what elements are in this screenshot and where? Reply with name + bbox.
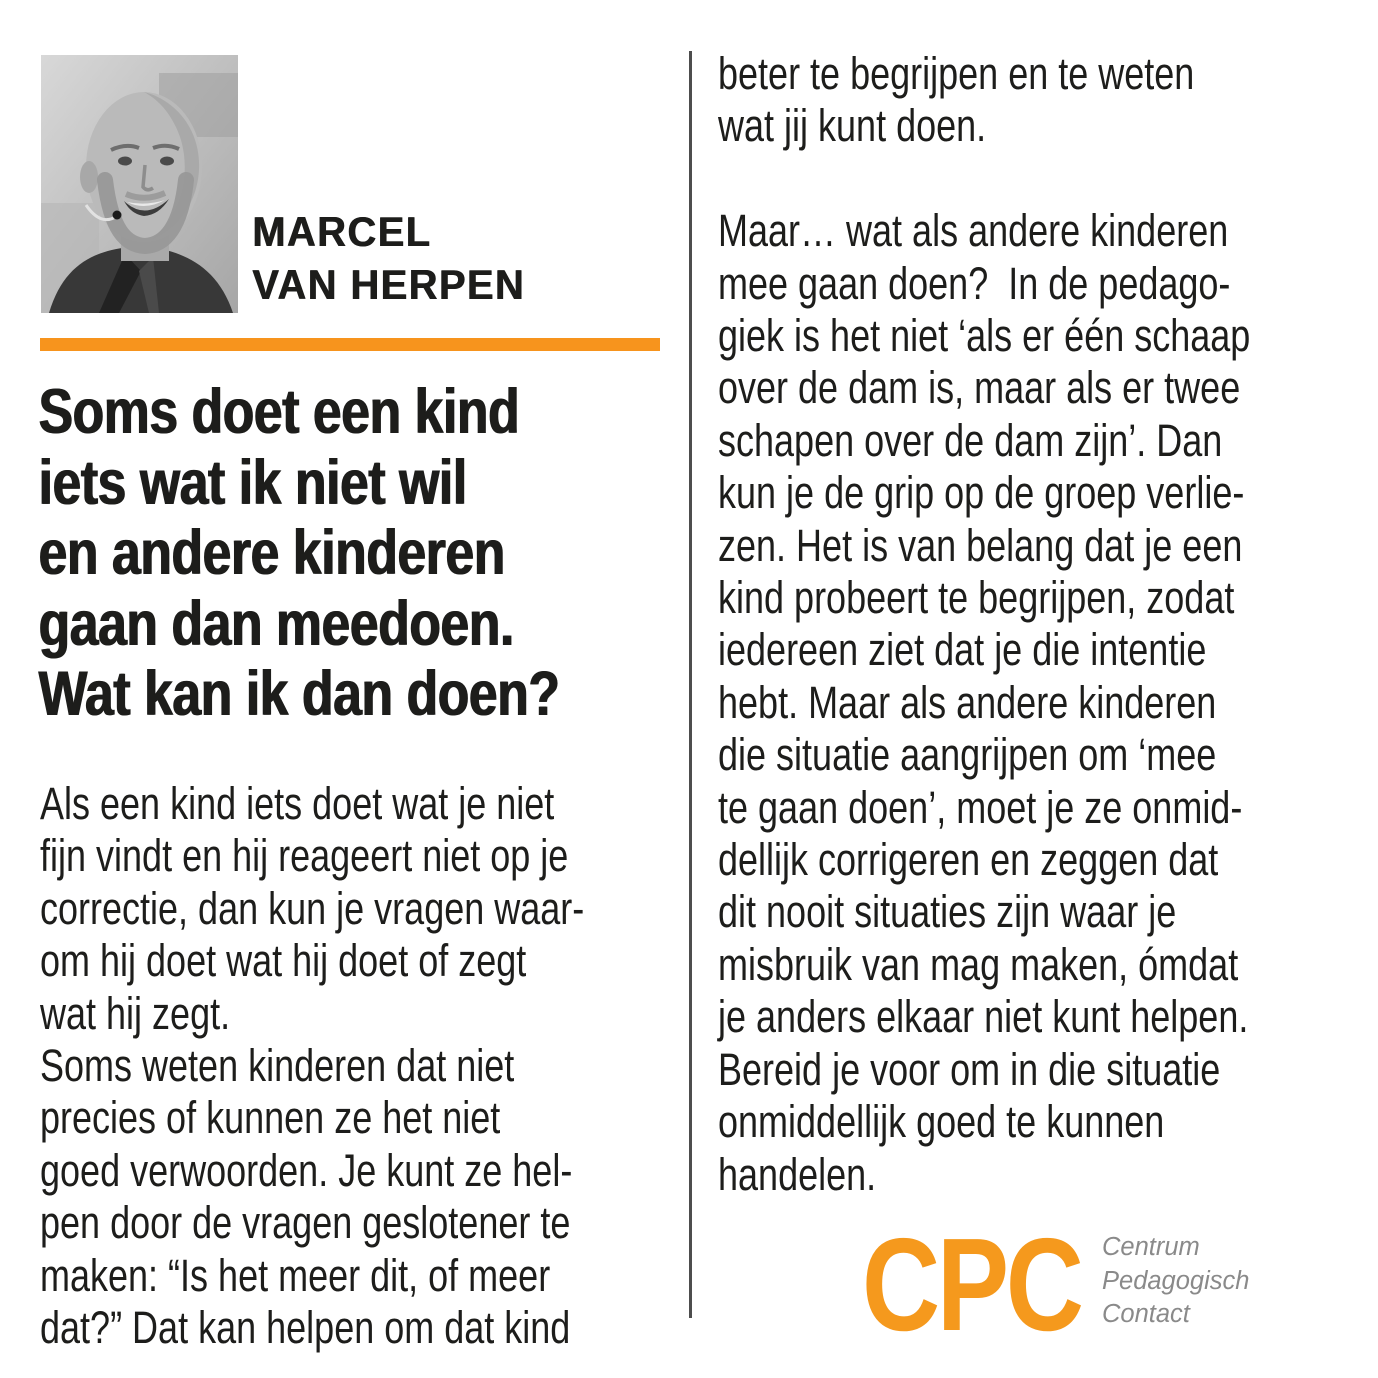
text-line: iets wat ik niet wil xyxy=(38,447,467,518)
text-line: pen door de vragen geslotener te xyxy=(40,1197,571,1249)
author-photo xyxy=(41,55,238,313)
text-line: wat jij kunt doen. xyxy=(718,100,987,152)
author-first-name: MARCEL xyxy=(252,208,432,255)
text-line: Centrum xyxy=(1102,1233,1200,1261)
text-line: misbruik van mag maken, ómdat xyxy=(718,938,1239,990)
text-line: Soms weten kinderen dat niet xyxy=(40,1040,515,1092)
cpc-logo xyxy=(862,1211,1342,1360)
text-line: dellijk corrigeren en zeggen dat xyxy=(718,834,1219,886)
text-line: giek is het niet ‘als er één schaap xyxy=(718,310,1251,362)
right-body-text xyxy=(718,48,1250,1201)
author-last-name: VAN HERPEN xyxy=(252,261,525,308)
text-line: Bereid je voor om in die situatie xyxy=(718,1043,1221,1095)
right-paragraph-2 xyxy=(718,205,1250,1201)
text-line: iedereen ziet dat je die intentie xyxy=(718,624,1207,676)
text-line: correctie, dan kun je vragen waar- xyxy=(40,882,585,934)
cpc-logo-text: CPC xyxy=(862,1211,1081,1358)
text-line: wat hij zegt. xyxy=(40,987,231,1039)
text-line: zen. Het is van belang dat je een xyxy=(718,519,1243,571)
text-line: fijn vindt en hij reageert niet op je xyxy=(40,830,569,882)
text-line: dat?” Dat kan helpen om dat kind xyxy=(40,1302,571,1354)
text-line: Pedagogisch xyxy=(1102,1266,1250,1295)
text-line: gaan dan meedoen. xyxy=(38,588,514,659)
portrait-illustration xyxy=(41,55,238,313)
text-line: die situatie aangrijpen om ‘mee xyxy=(718,729,1217,781)
text-line: Maar… wat als andere kinderen xyxy=(718,205,1229,257)
text-line: en andere kinderen xyxy=(38,518,505,588)
text-line: dit nooit situaties zijn waar je xyxy=(718,886,1177,938)
text-line: hebt. Maar als andere kinderen xyxy=(718,676,1217,728)
headline xyxy=(38,377,559,730)
cpc-logo-tagline xyxy=(1102,1231,1249,1332)
text-line: goed verwoorden. Je kunt ze hel- xyxy=(40,1144,573,1196)
text-line: Soms doet een kind xyxy=(38,377,519,447)
text-line: Contact xyxy=(1102,1300,1190,1328)
text-line: onmiddellijk goed te kunnen xyxy=(718,1096,1165,1148)
text-line: over de dam is, maar als er twee xyxy=(718,362,1241,414)
text-line: je anders elkaar niet kunt helpen. xyxy=(718,991,1249,1043)
text-line: beter te begrijpen en te weten xyxy=(718,48,1195,99)
text-line: kind probeert te begrijpen, zodat xyxy=(718,572,1235,624)
text-line: Als een kind iets doet wat je niet xyxy=(40,778,555,829)
text-line: handelen. xyxy=(718,1148,877,1200)
text-line: precies of kunnen ze het niet xyxy=(40,1092,501,1144)
text-line: kun je de grip op de groep verlie- xyxy=(718,467,1245,519)
left-body-text xyxy=(40,778,584,1354)
accent-rule xyxy=(40,338,660,351)
column-divider xyxy=(689,51,692,1318)
text-line: Wat kan ik dan doen? xyxy=(38,659,559,729)
text-line: om hij doet wat hij doet of zegt xyxy=(40,935,527,987)
author-name xyxy=(252,205,525,311)
right-paragraph-1 xyxy=(718,48,1250,153)
text-line: te gaan doen’, moet je ze onmid- xyxy=(718,781,1243,833)
text-line: mee gaan doen? In de pedago- xyxy=(718,257,1231,309)
text-line: schapen over de dam zijn’. Dan xyxy=(718,414,1223,466)
text-line: maken: “Is het meer dit, of meer xyxy=(40,1249,551,1301)
